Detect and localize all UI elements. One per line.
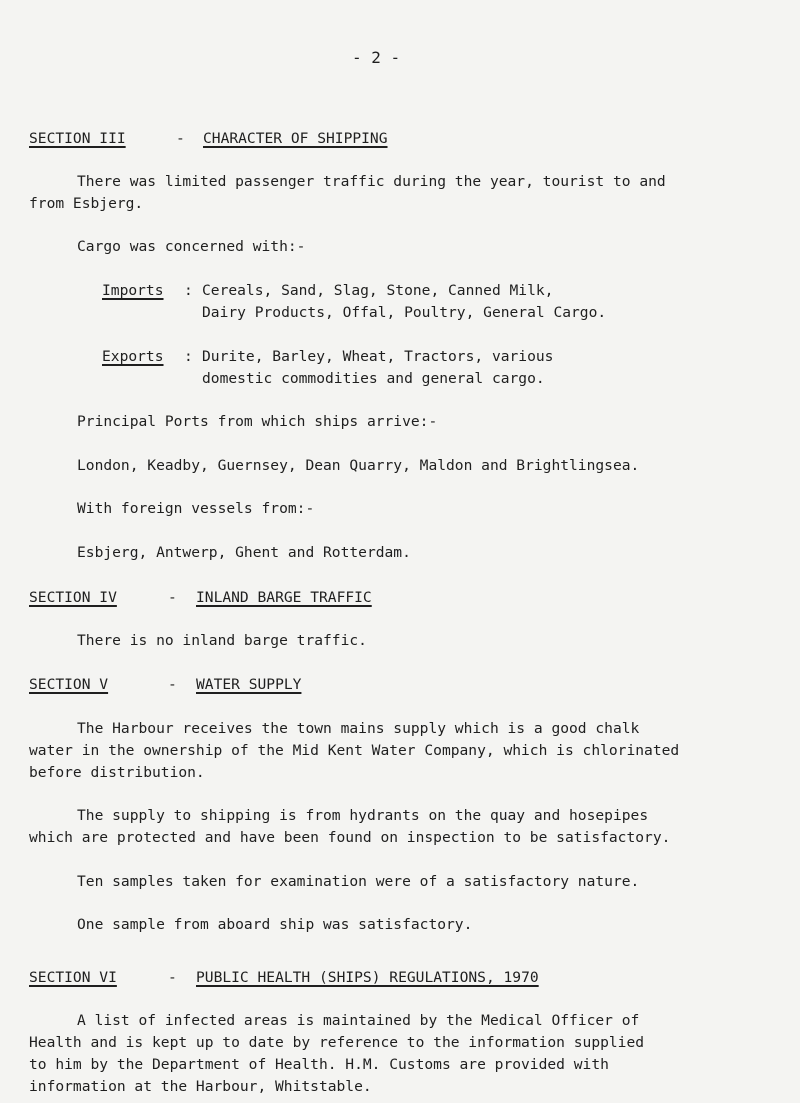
section-6-para-line: Health and is kept up to date by reference to the information supplied: [29, 1034, 645, 1051]
section-4-dash: -: [168, 589, 177, 606]
section-5-para-line: The supply to shipping is from hydrants on the quay and hosepipes: [77, 807, 649, 824]
foreign-intro: With foreign vessels from:-: [77, 500, 315, 517]
exports-label: Exports: [102, 348, 164, 365]
cargo-intro: Cargo was concerned with:-: [77, 238, 306, 255]
section-3-para-line: There was limited passenger traffic during the year, tourist to and: [77, 173, 666, 190]
section-4-para: There is no inland barge traffic.: [77, 632, 367, 649]
section-4-number: SECTION IV: [29, 589, 117, 606]
imports-label: Imports: [102, 282, 164, 299]
section-6-para-line: information at the Harbour, Whitstable.: [29, 1078, 372, 1095]
section-6-para-line: to him by the Department of Health. H.M. Customs are provided with: [29, 1056, 609, 1073]
exports-list-line: Durite, Barley, Wheat, Tractors, various: [202, 348, 554, 365]
section-6-title: PUBLIC HEALTH (SHIPS) REGULATIONS, 1970: [196, 969, 539, 986]
section-6-number: SECTION VI: [29, 969, 117, 986]
foreign-list: Esbjerg, Antwerp, Ghent and Rotterdam.: [77, 544, 411, 561]
section-3-number: SECTION III: [29, 130, 126, 147]
section-3-para-line: from Esbjerg.: [29, 195, 144, 212]
section-6-dash: -: [168, 969, 177, 986]
section-5-para-line: which are protected and have been found on inspection to be satisfactory.: [29, 829, 671, 846]
section-4-title: INLAND BARGE TRAFFIC: [196, 589, 372, 606]
section-5-para: One sample from aboard ship was satisfactory.: [77, 916, 473, 933]
section-3-dash: -: [176, 130, 185, 147]
exports-list-line: domestic commodities and general cargo.: [202, 370, 545, 387]
imports-list-line: Cereals, Sand, Slag, Stone, Canned Milk,: [202, 282, 554, 299]
page-number: - 2 -: [352, 48, 401, 67]
imports-colon: :: [184, 282, 193, 299]
section-5-para-line: The Harbour receives the town mains supply which is a good chalk: [77, 720, 640, 737]
ports-intro: Principal Ports from which ships arrive:-: [77, 413, 438, 430]
ports-list: London, Keadby, Guernsey, Dean Quarry, Maldon and Brightlingsea.: [77, 457, 640, 474]
section-5-para: Ten samples taken for examination were of a satisfactory nature.: [77, 873, 640, 890]
section-5-para-line: before distribution.: [29, 764, 205, 781]
imports-list-line: Dairy Products, Offal, Poultry, General Cargo.: [202, 304, 607, 321]
section-3-title: CHARACTER OF SHIPPING: [203, 130, 388, 147]
section-5-title: WATER SUPPLY: [196, 676, 302, 693]
section-6-para-line: A list of infected areas is maintained by the Medical Officer of: [77, 1012, 640, 1029]
section-5-dash: -: [168, 676, 177, 693]
section-5-para-line: water in the ownership of the Mid Kent Water Company, which is chlorinated: [29, 742, 680, 759]
exports-colon: :: [184, 348, 193, 365]
section-5-number: SECTION V: [29, 676, 109, 693]
